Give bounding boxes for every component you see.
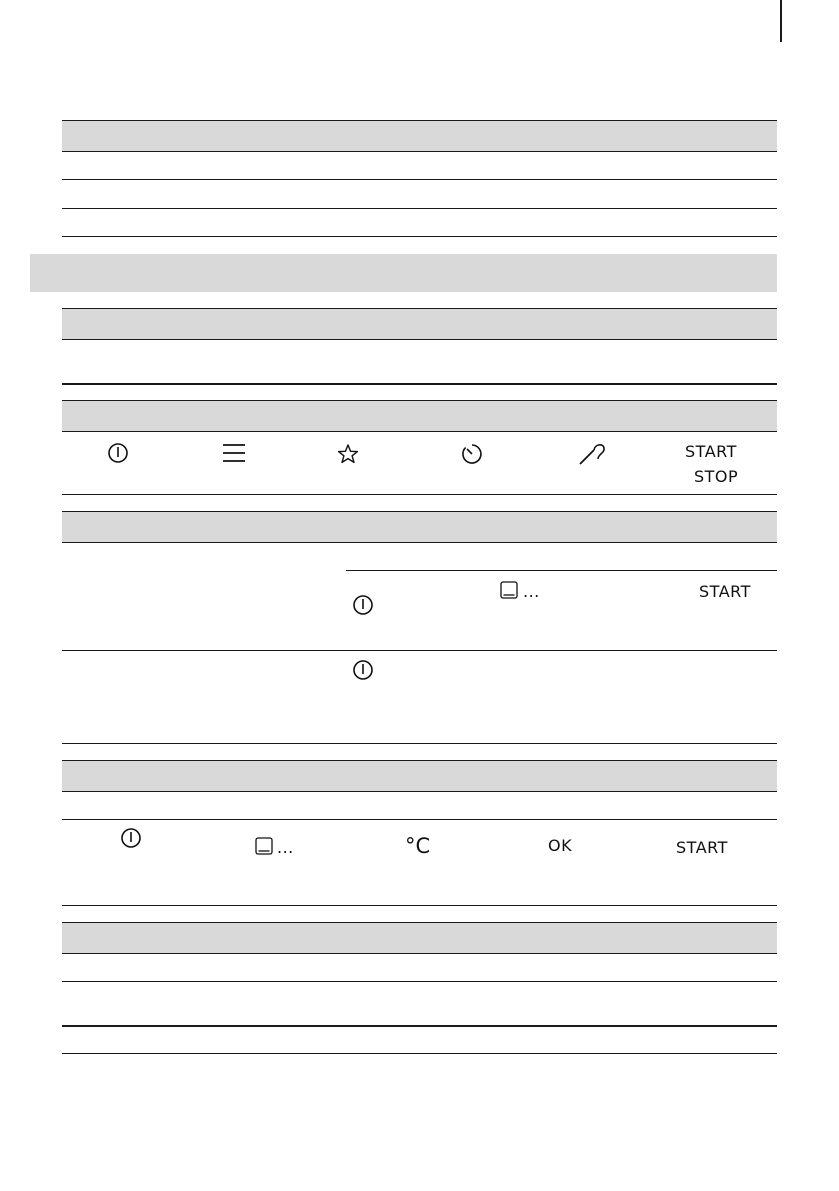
- section-heading-band: [30, 254, 777, 292]
- stop-label: STOP: [694, 467, 739, 486]
- table-row-divider: [62, 1025, 777, 1027]
- oven-function-icon: [255, 837, 273, 855]
- ellipsis: ...: [523, 582, 540, 601]
- table-row-divider: [62, 179, 777, 180]
- page-edge-marker: [780, 0, 782, 42]
- table-row-divider: [62, 208, 777, 209]
- table-header: [62, 120, 777, 152]
- table-row-divider: [62, 236, 777, 237]
- food-sensor-icon: [578, 442, 608, 466]
- table-row-divider: [62, 905, 777, 906]
- power-icon: [107, 442, 129, 464]
- table-header: [62, 308, 777, 340]
- power-icon: [352, 659, 374, 681]
- start-label: START: [676, 838, 728, 857]
- timer-icon: [460, 442, 484, 466]
- menu-icon: [222, 443, 246, 463]
- oven-function-icon: [500, 581, 518, 599]
- table-sub-divider: [346, 570, 777, 571]
- favourite-star-icon: [337, 443, 359, 465]
- table-row-divider: [62, 1053, 777, 1054]
- table-row-divider: [62, 981, 777, 982]
- table-row-divider: [62, 743, 777, 744]
- ok-label: OK: [548, 836, 573, 855]
- temperature-icon: °C: [405, 834, 431, 858]
- table-row-divider: [62, 383, 777, 385]
- power-icon: [352, 594, 374, 616]
- table-header: [62, 922, 777, 954]
- table-row-divider: [62, 819, 777, 820]
- start-label: START: [685, 442, 737, 461]
- table-header: [62, 511, 777, 543]
- power-icon: [120, 827, 142, 849]
- start-label: START: [699, 582, 751, 601]
- table-header: [62, 760, 777, 792]
- table-header: [62, 400, 777, 432]
- ellipsis: ...: [277, 838, 294, 857]
- table-row-divider: [62, 650, 777, 651]
- table-row-divider: [62, 494, 777, 495]
